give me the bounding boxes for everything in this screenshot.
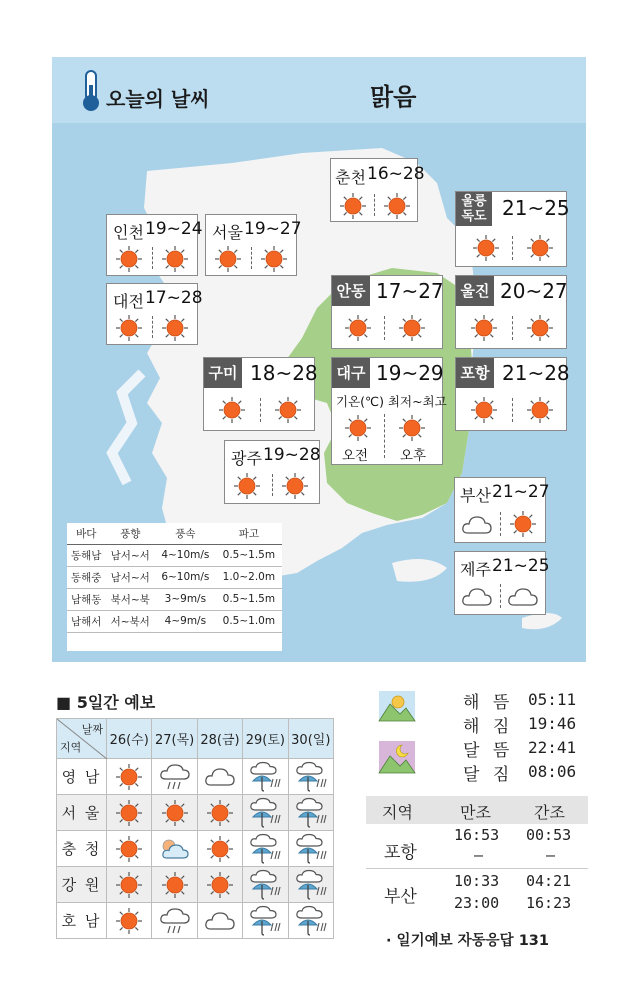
sea-conditions-table (67, 523, 282, 651)
sun-icon (509, 510, 537, 538)
city-card-chuncheon (330, 158, 425, 222)
divider (384, 414, 385, 458)
city-tag: 대구 (332, 358, 370, 388)
divider (272, 474, 273, 496)
city-card-gumi (203, 357, 318, 431)
sun-icon (470, 314, 498, 342)
umbrella-rain-icon (293, 869, 329, 901)
divider (374, 194, 375, 216)
moonset-time: 08:06 (528, 762, 577, 781)
forecast-cell (152, 795, 197, 831)
sun-icon (281, 472, 309, 500)
city-card-uljin (455, 275, 567, 349)
cloud-icon (461, 586, 493, 608)
cloud-icon (204, 766, 236, 788)
table-cell: 남해서 (67, 610, 105, 632)
divider (512, 316, 513, 340)
cloud-icon (204, 910, 236, 932)
city-temp-range: 21~25 (502, 196, 570, 220)
region-label: 서 울 (57, 795, 107, 831)
sunrise-time: 05:11 (528, 690, 577, 709)
sun-icon (260, 245, 288, 273)
cloud-icon (461, 514, 493, 536)
sun-icon (115, 245, 143, 273)
umbrella-rain-icon (293, 761, 329, 793)
city-name: 인천 (113, 223, 144, 242)
tide-region: 부산 (384, 887, 417, 907)
table-row (57, 903, 334, 939)
weather-map-panel (52, 57, 586, 662)
table-cell: 4~10m/s (155, 544, 216, 566)
city-name: 제주 (460, 560, 491, 579)
table-row (57, 831, 334, 867)
sun-icon (115, 907, 143, 935)
divider (512, 398, 513, 422)
table-row (57, 795, 334, 831)
divider (251, 247, 252, 269)
sun-icon (526, 314, 554, 342)
cloud-rain-icon (159, 762, 191, 792)
city-temp-range: 18~28 (250, 361, 318, 385)
day-header: 29(토) (243, 719, 288, 759)
column-header: 만조 (460, 803, 491, 822)
city-name: 광주 (231, 449, 262, 468)
forecast-cell (243, 903, 288, 939)
table-row (67, 566, 282, 588)
forecast-cell (152, 831, 197, 867)
region-label: 영 남 (57, 759, 107, 795)
sun-icon (472, 234, 500, 262)
city-card-daejeon (106, 283, 203, 345)
table-cell: 남서~서 (105, 566, 155, 588)
table-cell: 남해동 (67, 588, 105, 610)
city-card-gwangju (224, 440, 320, 504)
partly-cloudy-icon (159, 837, 191, 861)
forecast-cell (107, 759, 152, 795)
day-header: 28(금) (197, 719, 242, 759)
table-cell: 동해남 (67, 544, 105, 566)
sun-icon (206, 799, 234, 827)
sun-icon (115, 314, 143, 342)
forecast-cell (288, 759, 333, 795)
forecast-cell (288, 903, 333, 939)
sun-icon (526, 234, 554, 262)
forecast-cell (197, 903, 242, 939)
city-temp-range: 17~27 (376, 279, 444, 303)
sun-icon (206, 871, 234, 899)
sun-icon (115, 871, 143, 899)
city-temp-range: 16~28 (367, 164, 425, 184)
sun-icon (398, 314, 426, 342)
city-temp-range: 21~27 (492, 482, 550, 502)
divider (366, 868, 588, 869)
table-row (67, 544, 282, 566)
column-header: 파고 (216, 523, 282, 544)
umbrella-rain-icon (247, 905, 283, 937)
umbrella-rain-icon (247, 761, 283, 793)
tide-high-time: – (474, 846, 484, 864)
umbrella-rain-icon (293, 797, 329, 829)
city-name: 대전 (113, 292, 144, 311)
tide-low-time: – (546, 846, 556, 864)
city-temp-range: 21~28 (502, 361, 570, 385)
forecast-cell (197, 759, 242, 795)
column-header: 풍속 (155, 523, 216, 544)
city-name: 서울 (212, 223, 243, 242)
umbrella-rain-icon (247, 833, 283, 865)
corner-cell (57, 719, 107, 759)
sun-icon (115, 799, 143, 827)
corner-region-label: 지역 (60, 741, 82, 754)
forecast-cell (107, 867, 152, 903)
table-row (57, 867, 334, 903)
city-temp-range: 20~27 (500, 279, 568, 303)
city-tag: 구미 (204, 358, 242, 388)
table-row (67, 588, 282, 610)
city-temp-range: 17~28 (145, 288, 203, 308)
table-cell: 3~9m/s (155, 588, 216, 610)
city-tag: 포항 (456, 358, 494, 388)
sun-icon (339, 192, 367, 220)
sun-icon (218, 396, 246, 424)
cloud-icon (507, 586, 539, 608)
column-header: 바다 (67, 523, 105, 544)
forecast-cell (107, 831, 152, 867)
divider (512, 236, 513, 260)
forecast-cell (243, 795, 288, 831)
table-row (57, 759, 334, 795)
sun-icon (526, 396, 554, 424)
tide-high-time: 16:53 (454, 826, 500, 844)
forecast-cell (288, 831, 333, 867)
table-cell: 서~북서 (105, 610, 155, 632)
sea-table-header (67, 523, 282, 544)
umbrella-rain-icon (247, 869, 283, 901)
legend-temp-label: 기온(℃) 최저~최고 (336, 394, 447, 409)
divider (500, 512, 501, 536)
forecast-cell (288, 867, 333, 903)
forecast-cell (152, 867, 197, 903)
sun-icon (470, 396, 498, 424)
tide-low-time: 16:23 (526, 894, 572, 912)
divider (152, 316, 153, 338)
city-card-jeju (454, 551, 550, 615)
city-card-andong (331, 275, 443, 349)
umbrella-rain-icon (293, 905, 329, 937)
sun-icon (398, 414, 426, 442)
sun-icon (344, 314, 372, 342)
tide-high-time: 10:33 (454, 872, 500, 890)
forecast-cell (243, 867, 288, 903)
day-header: 27(목) (152, 719, 197, 759)
moonrise-icon (378, 740, 416, 774)
sun-icon (161, 245, 189, 273)
legend-am-label: 오전 (342, 448, 369, 464)
forecast-cell (152, 903, 197, 939)
tide-low-time: 00:53 (526, 826, 572, 844)
city-temp-range: 19~27 (244, 219, 302, 239)
sun-icon (206, 835, 234, 863)
corner-date-label: 날짜 (81, 723, 103, 736)
weather-condition: 맑음 (370, 83, 417, 111)
region-label: 충 청 (57, 831, 107, 867)
sun-icon (161, 799, 189, 827)
column-header: 풍향 (105, 523, 155, 544)
moonrise-label: 달 뜸 (463, 741, 514, 761)
table-cell: 동해중 (67, 566, 105, 588)
sun-icon (161, 871, 189, 899)
city-card-daegu (331, 357, 447, 465)
forecast-cell (197, 831, 242, 867)
forecast-cell (243, 831, 288, 867)
forecast-cell (107, 903, 152, 939)
tide-high-time: 23:00 (454, 894, 500, 912)
day-header: 30(일) (288, 719, 333, 759)
city-tag: 울릉 독도 (456, 192, 492, 226)
sunrise-icon (378, 690, 416, 722)
umbrella-rain-icon (293, 833, 329, 865)
sun-icon (115, 835, 143, 863)
sun-icon (383, 192, 411, 220)
moonset-label: 달 짐 (463, 765, 514, 785)
legend-pm-label: 오후 (400, 448, 427, 464)
region-label: 강 원 (57, 867, 107, 903)
forecast-cell (152, 759, 197, 795)
table-cell: 0.5~1.5m (216, 588, 282, 610)
thermometer-icon (80, 69, 102, 113)
city-tag: 안동 (332, 276, 370, 306)
table-cell: 남서~서 (105, 544, 155, 566)
table-cell: 6~10m/s (155, 566, 216, 588)
sun-icon (161, 314, 189, 342)
city-name: 춘천 (335, 168, 366, 187)
page-title: 오늘의 날씨 (106, 87, 210, 111)
day-header: 26(수) (107, 719, 152, 759)
city-temp-range: 19~24 (145, 219, 203, 239)
sun-icon (115, 763, 143, 791)
city-card-ulleung (455, 191, 570, 267)
divider (260, 398, 261, 422)
forecast-title: ■ 5일간 예보 (56, 693, 156, 712)
forecast-cell (288, 795, 333, 831)
five-day-forecast-table (56, 718, 334, 939)
table-cell: 1.0~2.0m (216, 566, 282, 588)
sun-icon (274, 396, 302, 424)
table-row (67, 610, 282, 632)
sun-icon (344, 414, 372, 442)
sun-icon (233, 472, 261, 500)
table-cell: 북서~북 (105, 588, 155, 610)
column-header: 지역 (382, 803, 413, 822)
divider (384, 316, 385, 340)
city-card-seoul (205, 214, 302, 276)
cloud-rain-icon (159, 906, 191, 936)
forecast-cell (197, 867, 242, 903)
city-card-pohang (455, 357, 570, 431)
forecast-cell (197, 795, 242, 831)
tide-region: 포항 (384, 843, 417, 863)
city-card-incheon (106, 214, 203, 276)
city-tag: 울진 (456, 276, 494, 306)
sunset-time: 19:46 (528, 714, 577, 733)
table-cell: 0.5~1.0m (216, 610, 282, 632)
tide-low-time: 04:21 (526, 872, 572, 890)
table-cell: 4~9m/s (155, 610, 216, 632)
table-cell: 0.5~1.5m (216, 544, 282, 566)
forecast-header-row (57, 719, 334, 759)
city-temp-range: 19~29 (376, 361, 444, 385)
divider (152, 247, 153, 269)
auto-reply-footer: · 일기예보 자동응답 131 (386, 933, 549, 949)
city-name: 부산 (460, 486, 491, 505)
sunset-label: 해 짐 (463, 717, 514, 737)
city-temp-range: 21~25 (492, 556, 550, 576)
forecast-cell (243, 759, 288, 795)
sunrise-label: 해 뜸 (463, 693, 514, 713)
city-temp-range: 19~28 (263, 445, 321, 465)
region-label: 호 남 (57, 903, 107, 939)
column-header: 간조 (534, 803, 565, 822)
forecast-cell (107, 795, 152, 831)
moonrise-time: 22:41 (528, 738, 577, 757)
sun-icon (214, 245, 242, 273)
city-card-busan (454, 477, 550, 543)
umbrella-rain-icon (247, 797, 283, 829)
divider (500, 584, 501, 608)
